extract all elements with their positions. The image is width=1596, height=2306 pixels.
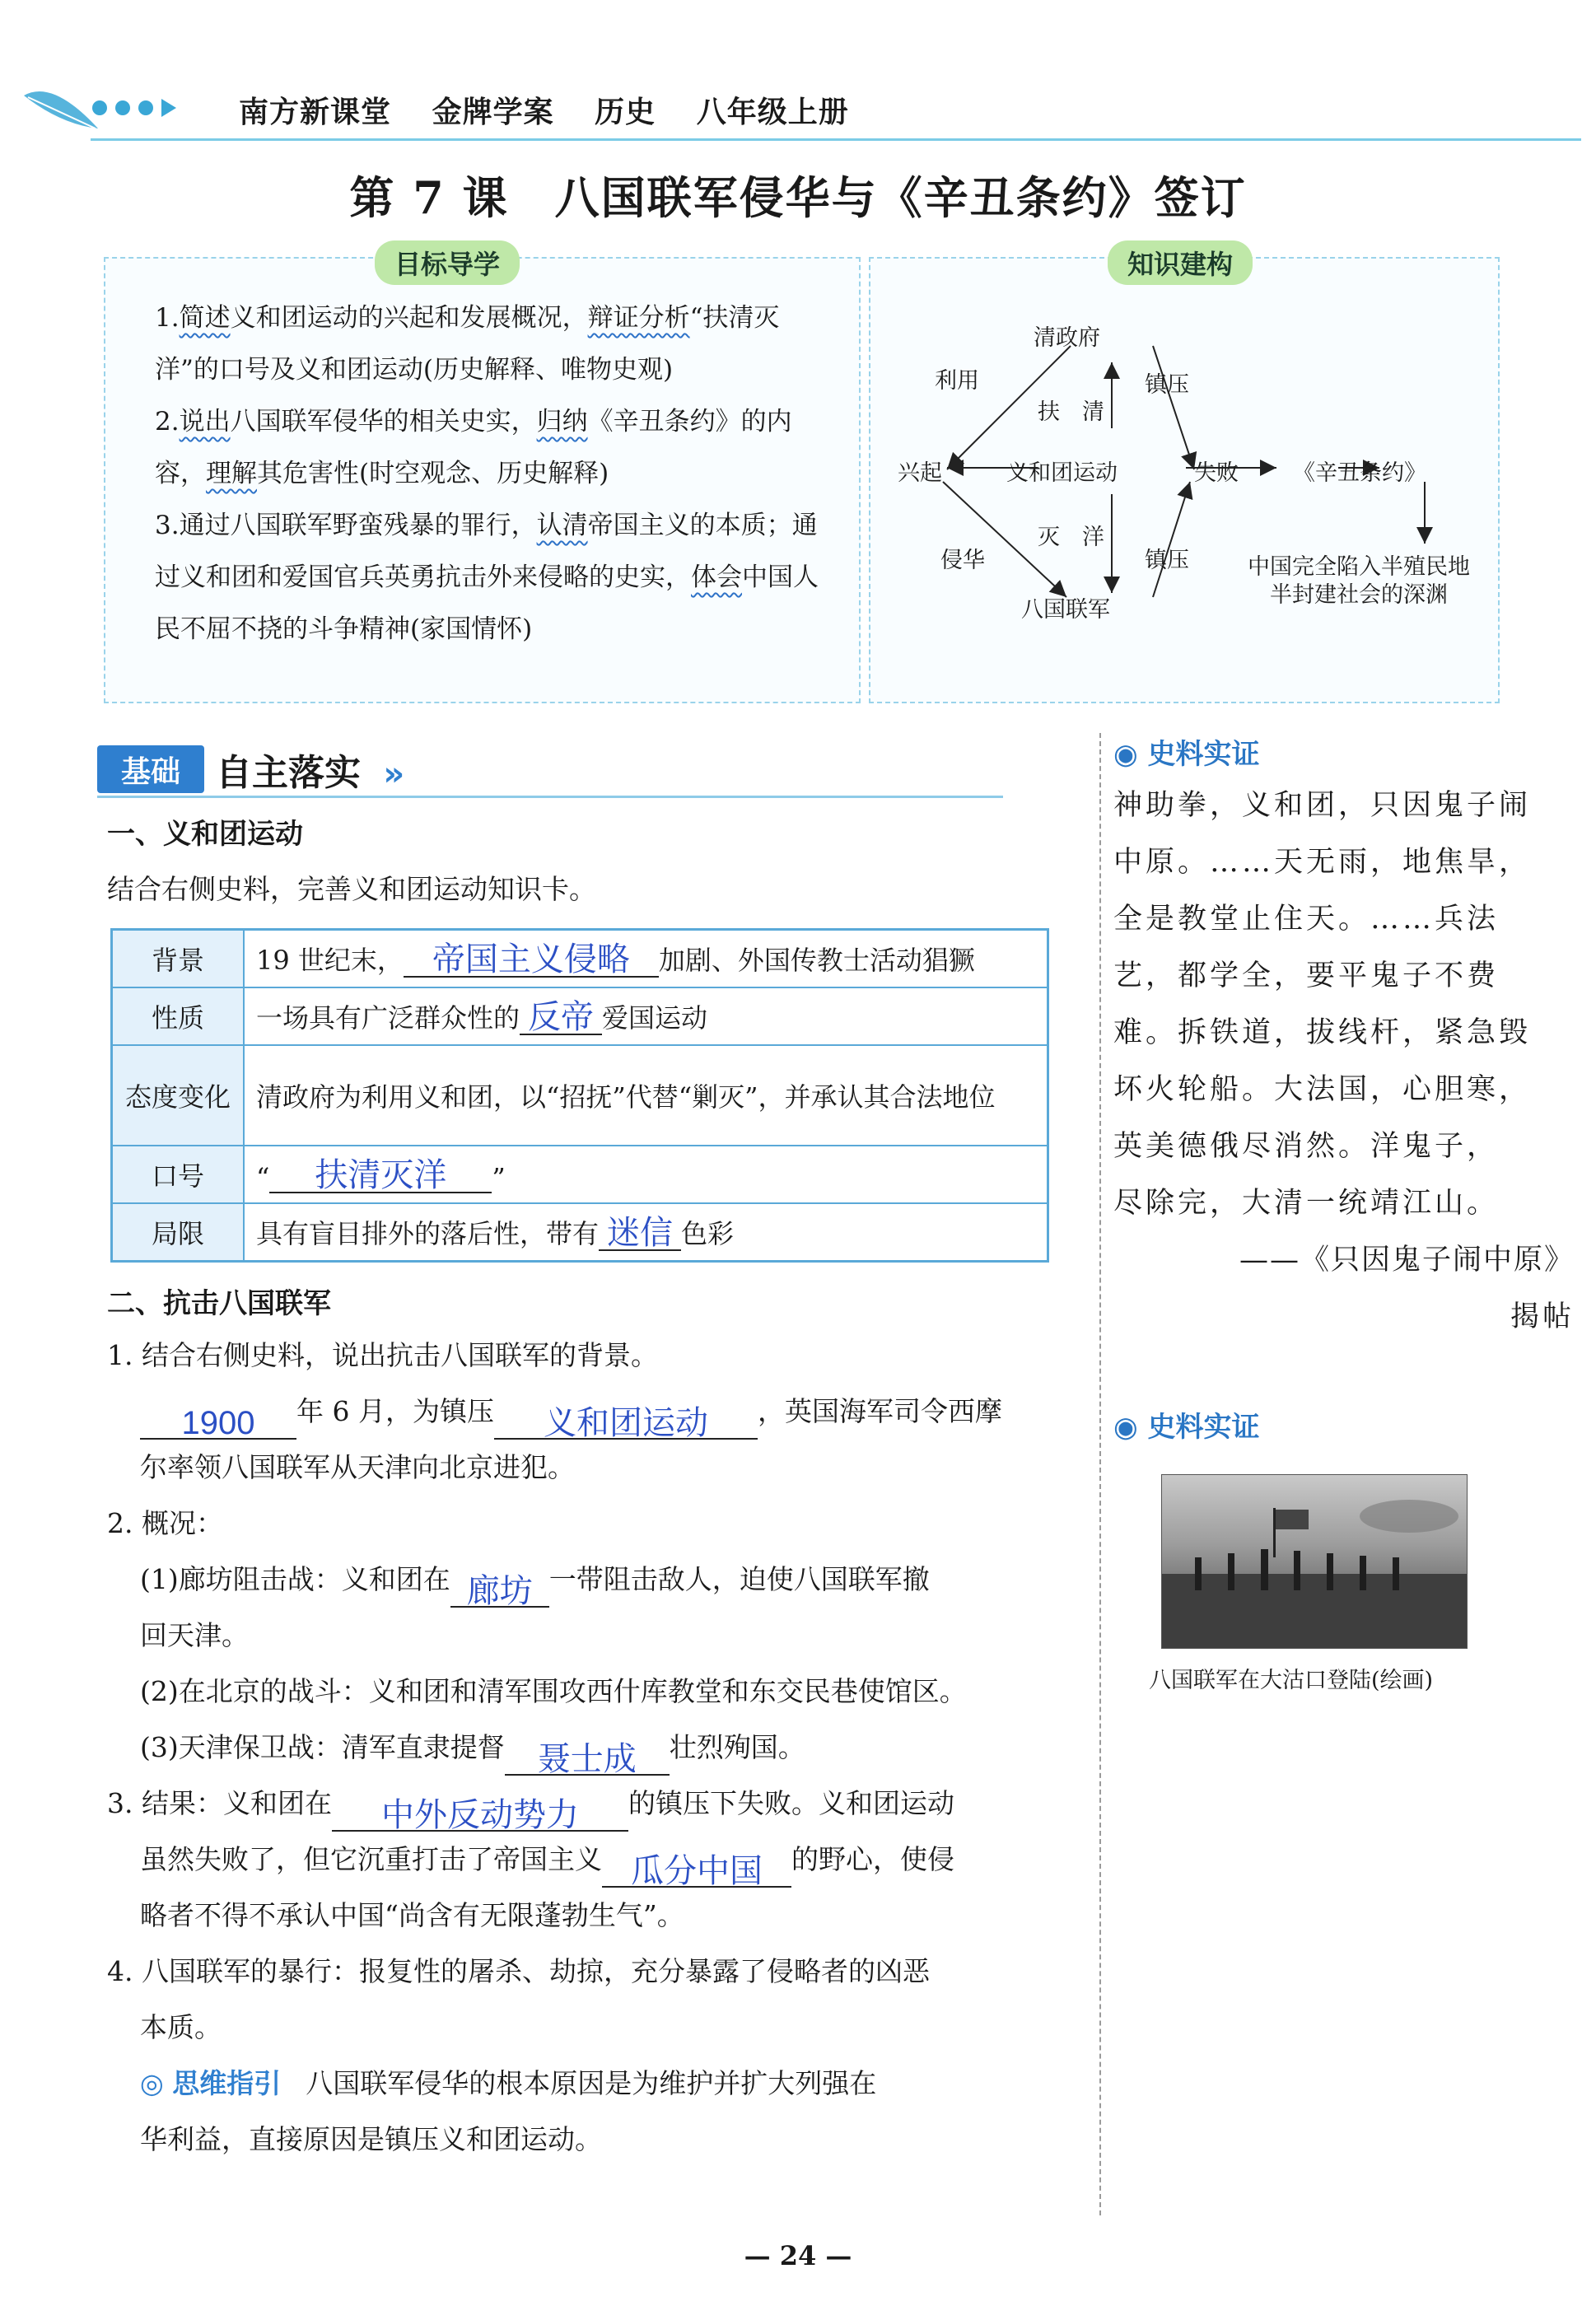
table-row (112, 1203, 1048, 1262)
answer-blank: 义和团运动 (494, 1402, 758, 1440)
goal-item-3: 3.通过八国联军野蛮残暴的罪行，认清帝国主义的本质；通过义和团和爱国官兵英勇抗击外来侵略的史实，体会中国人民不屈不挠的斗争精神(家国情怀) (155, 511, 819, 644)
q4-line-1: 4. 八国联军的暴行：报复性的屠杀、劫掠，充分暴露了侵略者的凶恶 (107, 1955, 930, 1987)
table-row (112, 930, 1048, 988)
answer-blank: 扶清灭洋 (269, 1155, 492, 1193)
node-result: 中国完全陷入半殖民地半封建社会的深渊 (1248, 554, 1470, 608)
part2-heading: 二、抗击八国联军 (107, 1287, 331, 1320)
answer-blank: 聂士成 (505, 1738, 670, 1776)
node-fail: 失败 (1194, 460, 1239, 486)
node-treaty: 《辛丑条约》 (1293, 460, 1426, 486)
q1-prompt: 1. 结合右侧史料，说出抗击八国联军的背景。 (107, 1339, 658, 1371)
row-content: 19 世纪末， 帝国主义侵略 加剧、外国传教士活动猖獗 (244, 930, 1048, 988)
header-dots-icon (92, 99, 176, 117)
source1-citation-type: 揭帖 (1510, 1300, 1575, 1333)
lesson-title: 第 7 课 八国联军侵华与《辛丑条约》签订 (349, 171, 1247, 224)
historical-painting (1161, 1474, 1468, 1649)
q2-item-3: (3)天津保卫战：清军直隶提督 聂士成 壮烈殉国。 (140, 1731, 805, 1777)
node-rise: 兴起 (898, 460, 942, 486)
section-divider (97, 796, 1003, 798)
edge-label-invade: 侵华 (940, 548, 985, 573)
edge-label-support-qing: 扶 清 (1038, 399, 1104, 425)
goal-item-1: 1.简述义和团运动的兴起和发展概况，辩证分析“扶清灭洋”的口号及义和团运动(历史解释、唯物史观) (155, 303, 780, 385)
part2-content (107, 1328, 1071, 2168)
node-qing: 清政府 (1034, 325, 1100, 351)
q2-item-2: (2)在北京的战斗：义和团和清军围攻西什库教堂和东交民巷使馆区。 (140, 1675, 967, 1707)
knowledge-card-table (110, 928, 1049, 1263)
photo-caption: 八国联军在大沽口登陆(绘画) (1149, 1668, 1434, 1693)
goal-item-2: 2.说出八国联军侵华的相关史实，归纳《辛丑条约》的内容，理解其危害性(时空观念、历史解释) (155, 407, 792, 488)
part1-intro: 结合右侧史料，完善义和团运动知识卡。 (107, 873, 596, 905)
table-row (112, 1146, 1048, 1203)
q2-item-1: (1)廊坊阻击战：义和团在 廊坊 一带阻击敌人，迫使八国联军撤 (140, 1563, 930, 1609)
edge-allied-fail (1153, 482, 1190, 597)
row-content: 具有盲目排外的落后性，带有 迷信 色彩 (244, 1203, 1048, 1262)
q4-line-2: 本质。 (140, 2011, 222, 2043)
q2-prompt: 2. 概况： (107, 1507, 223, 1539)
source2-heading: ◉ 史料实证 (1113, 1411, 1260, 1444)
section-title: 自主落实 » (216, 752, 405, 794)
header-series: 金牌学案 (432, 96, 554, 129)
answer-blank: 廊坊 (450, 1570, 549, 1608)
header-grade: 八年级上册 (696, 96, 849, 129)
thinking-tip-cont: 华利益，直接原因是镇压义和团运动。 (140, 2123, 602, 2155)
q1-continuation: 尔率领八国联军从天津向北京进犯。 (140, 1451, 575, 1483)
answer-blank: 中外反动势力 (332, 1794, 628, 1832)
q2-item-1-cont: 回天津。 (140, 1619, 249, 1651)
edge-label-use: 利用 (935, 368, 979, 394)
row-content: 一场具有广泛群众性的 反帝 爱国运动 (244, 987, 1048, 1045)
edge-label-suppress-top: 镇压 (1145, 372, 1189, 398)
header-divider (91, 138, 1581, 141)
edge-qing-fail (1153, 346, 1194, 469)
row-label: 性质 (112, 987, 245, 1045)
page-number: — 24 — (744, 2240, 852, 2271)
node-allied: 八国联军 (1021, 597, 1110, 623)
q3-line-2: 虽然失败了，但它沉重打击了帝国主义 瓜分中国 的野心，使侵 (140, 1843, 954, 1889)
answer-blank: 1900 (140, 1402, 296, 1440)
row-label: 态度变化 (112, 1045, 245, 1146)
table-row (112, 1045, 1048, 1146)
answer-blank: 帝国主义侵略 (404, 940, 659, 978)
source1-citation: ——《只因鬼子闹中原》 (1239, 1244, 1575, 1277)
node-boxer: 义和团运动 (1006, 460, 1118, 486)
answer-blank: 瓜分中国 (602, 1850, 791, 1888)
tip-icon: ◎ (140, 2067, 173, 2099)
row-label: 口号 (112, 1146, 245, 1203)
edge-label-destroy-foreign: 灭 洋 (1038, 525, 1104, 550)
source1-heading: ◉ 史料实证 (1113, 738, 1260, 771)
answer-blank: 迷信 (599, 1213, 681, 1251)
knowledge-map-badge: 知识建构 (1108, 240, 1253, 285)
row-label: 背景 (112, 930, 245, 988)
header-title (239, 89, 879, 131)
source1-text: 神助拳，义和团，只因鬼子闹 中原。……天无雨，地焦旱， 全是教堂止住天。……兵法 艺，都学全，要平鬼子不费 难。拆铁道，拔线杆，紧急毁 坏火轮船。大法国，心胆寒， 英美德俄尽消然。洋鬼子， 尽除完，大清一统靖江山。 ——《只因鬼子闹中原》 揭帖 (1113, 777, 1575, 1346)
answer-blank: 反帝 (520, 997, 602, 1035)
header-feather-icon (20, 79, 102, 148)
section-arrow-icon: » (383, 755, 405, 793)
source1-icon: ◉ (1113, 738, 1148, 771)
edge-label-suppress-bottom: 镇压 (1145, 548, 1189, 573)
header-subject: 历史 (595, 96, 656, 129)
source2-icon: ◉ (1113, 1411, 1148, 1444)
q3-line-3: 略者不得不承认中国“尚含有无限蓬勃生气”。 (140, 1899, 684, 1931)
header-publisher: 南方新课堂 (239, 96, 392, 129)
goals-list (155, 292, 838, 656)
q1-answer-line: 1900 年 6 月，为镇压 义和团运动 ，英国海军司令西摩 (107, 1384, 1071, 1440)
goals-badge: 目标导学 (375, 240, 520, 285)
row-content: 清政府为利用义和团，以“招抚”代替“剿灭”，并承认其合法地位 (244, 1045, 1048, 1146)
tip-label: 思维指引 (172, 2067, 282, 2099)
row-label: 局限 (112, 1203, 245, 1262)
thinking-tip: ◎ 思维指引 八国联军侵华的根本原因是为维护并扩大列强在 (140, 2067, 877, 2099)
q3-line-1: 3. 结果：义和团在 中外反动势力 的镇压下失败。义和团运动 (107, 1787, 954, 1833)
part1-heading: 一、义和团运动 (107, 818, 303, 851)
row-content: “ 扶清灭洋 ” (244, 1146, 1048, 1203)
section-badge: 基础 (97, 745, 204, 793)
sidebar-divider (1099, 733, 1101, 2215)
table-row (112, 987, 1048, 1045)
